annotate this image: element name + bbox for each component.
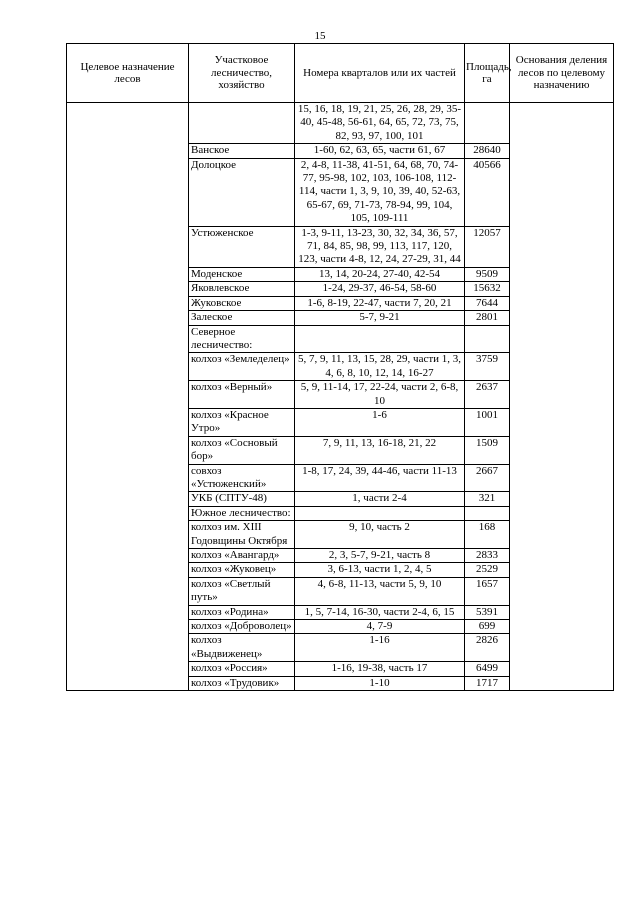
blocks-cell: 1, 5, 7-14, 16-30, части 2-4, 6, 15 [295,605,465,619]
blocks-cell: 7, 9, 11, 13, 16-18, 21, 22 [295,436,465,464]
blocks-cell: 4, 7-9 [295,620,465,634]
forestry-cell: колхоз «Сосновый бор» [189,436,295,464]
forest-purpose-table [66,43,614,691]
forestry-cell: колхоз им. XIII Годовщины Октября [189,521,295,549]
area-cell: 3759 [465,353,510,381]
blocks-cell: 1-16 [295,634,465,662]
area-cell: 2801 [465,311,510,325]
forestry-cell: колхоз «Доброволец» [189,620,295,634]
area-cell: 2637 [465,381,510,409]
area-cell: 699 [465,620,510,634]
page-number: 15 [314,30,326,42]
area-cell: 1509 [465,436,510,464]
blocks-cell: 5, 7, 9, 11, 13, 15, 28, 29, части 1, 3, 4, 6, 8, 10, 12, 14, 16-27 [295,353,465,381]
forestry-cell: Устюженское [189,226,295,267]
forestry-cell: Яковлевское [189,282,295,296]
forestry-cell: Ванское [189,144,295,158]
table-header-row [67,44,614,103]
blocks-cell: 5-7, 9-21 [295,311,465,325]
blocks-cell: 1-8, 17, 24, 39, 44-46, части 11-13 [295,464,465,492]
forestry-cell: Моденское [189,267,295,281]
forestry-cell: Северное лесничество: [189,325,295,353]
area-cell: 2826 [465,634,510,662]
blocks-cell: 2, 3, 5-7, 9-21, часть 8 [295,549,465,563]
forestry-cell: Жуковское [189,296,295,310]
area-cell: 6499 [465,662,510,676]
forestry-cell: Долоцкое [189,158,295,226]
header-grounds: Основания деления лесов по целевому назначению [510,44,614,103]
area-cell: 2667 [465,464,510,492]
blocks-cell [295,506,465,520]
blocks-cell: 1-3, 9-11, 13-23, 30, 32, 34, 36, 57, 71, 84, 85, 98, 99, 113, 117, 120, 123, части 4-8, 12, 24, 27-29, 31, 44 [295,226,465,267]
area-cell: 5391 [465,605,510,619]
forestry-cell: совхоз «Устюженский» [189,464,295,492]
blocks-cell: 1-24, 29-37, 46-54, 58-60 [295,282,465,296]
forestry-cell: Залеское [189,311,295,325]
area-cell: 168 [465,521,510,549]
blocks-cell: 1-10 [295,676,465,690]
area-cell: 2833 [465,549,510,563]
forestry-cell: Южное лесничество: [189,506,295,520]
area-cell: 2529 [465,563,510,577]
forestry-cell: колхоз «Россия» [189,662,295,676]
area-cell [465,325,510,353]
area-cell [465,103,510,144]
blocks-cell: 2, 4-8, 11-38, 41-51, 64, 68, 70, 74-77, 95-98, 102, 103, 106-108, 112-114, части 1, 3, 9, 10, 39, 40, 52-63, 65-67, 69, 71-73, 78-94, 99, 104, 105, 109-111 [295,158,465,226]
blocks-cell: 4, 6-8, 11-13, части 5, 9, 10 [295,577,465,605]
area-cell: 1717 [465,676,510,690]
area-cell: 40566 [465,158,510,226]
blocks-cell [295,325,465,353]
forestry-cell: колхоз «Земледелец» [189,353,295,381]
area-cell: 28640 [465,144,510,158]
header-purpose: Целевое назначение лесов [67,44,189,103]
blocks-cell: 9, 10, часть 2 [295,521,465,549]
area-cell: 1657 [465,577,510,605]
header-area: Площадь, га [465,44,510,103]
header-forestry: Участковое лесничество, хозяйство [189,44,295,103]
forestry-cell: колхоз «Красное Утро» [189,408,295,436]
blocks-cell: 5, 9, 11-14, 17, 22-24, части 2, 6-8, 10 [295,381,465,409]
blocks-cell: 13, 14, 20-24, 27-40, 42-54 [295,267,465,281]
blocks-cell: 1-16, 19-38, часть 17 [295,662,465,676]
forestry-cell: УКБ (СПТУ-48) [189,492,295,506]
area-cell: 9509 [465,267,510,281]
forestry-cell: колхоз «Родина» [189,605,295,619]
area-cell [465,506,510,520]
forestry-cell: колхоз «Жуковец» [189,563,295,577]
blocks-cell: 1-6 [295,408,465,436]
blocks-cell: 1-6, 8-19, 22-47, части 7, 20, 21 [295,296,465,310]
forestry-cell: колхоз «Верный» [189,381,295,409]
forestry-cell: колхоз «Трудовик» [189,676,295,690]
grounds-cell [510,103,614,691]
table-row [67,103,614,144]
area-cell: 12057 [465,226,510,267]
blocks-cell: 1-60, 62, 63, 65, части 61, 67 [295,144,465,158]
area-cell: 1001 [465,408,510,436]
area-cell: 15632 [465,282,510,296]
forestry-cell: колхоз «Выдвиженец» [189,634,295,662]
forestry-cell: колхоз «Авангард» [189,549,295,563]
table-body [67,103,614,691]
area-cell: 7644 [465,296,510,310]
purpose-cell [67,103,189,691]
forestry-cell: колхоз «Светлый путь» [189,577,295,605]
area-cell: 321 [465,492,510,506]
header-blocks: Номера кварталов или их частей [295,44,465,103]
blocks-cell: 3, 6-13, части 1, 2, 4, 5 [295,563,465,577]
blocks-cell: 1, части 2-4 [295,492,465,506]
blocks-cell: 15, 16, 18, 19, 21, 25, 26, 28, 29, 35-40, 45-48, 56-61, 64, 65, 72, 73, 75, 82, 93, 97, 100, 101 [295,103,465,144]
forestry-cell [189,103,295,144]
